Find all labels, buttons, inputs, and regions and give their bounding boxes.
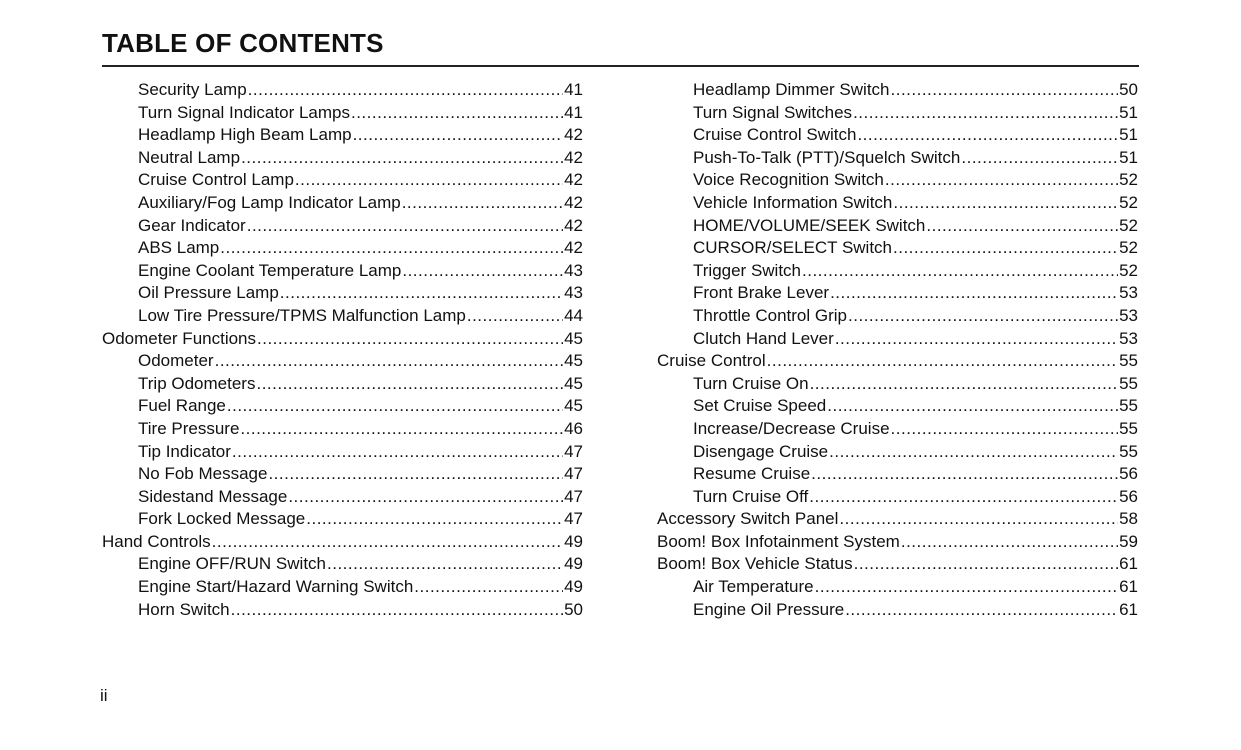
dot-leader bbox=[327, 553, 563, 576]
dot-leader bbox=[351, 102, 563, 125]
title-divider bbox=[102, 65, 1139, 67]
toc-subentry[interactable] bbox=[657, 373, 1138, 396]
toc-subentry[interactable] bbox=[657, 147, 1138, 170]
dot-leader bbox=[248, 79, 563, 102]
toc-entry-page: 61 bbox=[1119, 554, 1138, 574]
toc-subentry[interactable] bbox=[657, 441, 1138, 464]
toc-entry-label: Hand Controls bbox=[102, 531, 211, 551]
toc-entry-label: Turn Cruise On bbox=[693, 373, 809, 393]
toc-entry-page: 41 bbox=[564, 102, 583, 122]
toc-subentry[interactable] bbox=[102, 79, 583, 102]
toc-subentry[interactable] bbox=[657, 260, 1138, 283]
toc-entry-label: Accessory Switch Panel bbox=[657, 509, 839, 529]
toc-entry-label: Turn Signal Switches bbox=[693, 102, 853, 122]
toc-subentry[interactable] bbox=[102, 282, 583, 305]
toc-entry-label: ABS Lamp bbox=[138, 238, 220, 258]
dot-leader bbox=[853, 102, 1118, 125]
toc-subentry[interactable] bbox=[657, 576, 1138, 599]
dot-leader bbox=[835, 328, 1118, 351]
toc-entry-label: CURSOR/SELECT Switch bbox=[693, 238, 893, 258]
toc-entry-label: Auxiliary/Fog Lamp Indicator Lamp bbox=[138, 192, 401, 212]
toc-entry-page: 47 bbox=[564, 464, 583, 484]
toc-subentry[interactable] bbox=[657, 328, 1138, 351]
toc-entry-label: Resume Cruise bbox=[693, 464, 811, 484]
toc-subentry[interactable] bbox=[102, 169, 583, 192]
toc-entry-page: 53 bbox=[1119, 328, 1138, 348]
toc-entry-page: 52 bbox=[1119, 192, 1138, 212]
toc-entry-page: 51 bbox=[1119, 125, 1138, 145]
toc-entry-label: Fuel Range bbox=[138, 396, 226, 416]
dot-leader bbox=[280, 282, 563, 305]
toc-entry-page: 42 bbox=[564, 215, 583, 235]
toc-entry-label: Throttle Control Grip bbox=[693, 305, 847, 325]
toc-entry-label: Odometer Functions bbox=[102, 328, 257, 348]
toc-subentry[interactable] bbox=[657, 79, 1138, 102]
toc-entry-page: 56 bbox=[1119, 464, 1138, 484]
toc-subentry[interactable] bbox=[102, 237, 583, 260]
dot-leader bbox=[306, 508, 563, 531]
toc-entry-page: 45 bbox=[564, 328, 583, 348]
dot-leader bbox=[232, 441, 563, 464]
dot-leader bbox=[848, 305, 1118, 328]
toc-entry-page: 55 bbox=[1119, 418, 1138, 438]
page-number: ii bbox=[100, 686, 108, 705]
dot-leader bbox=[402, 192, 563, 215]
toc-entry-page: 58 bbox=[1119, 509, 1138, 529]
toc-entry-page: 49 bbox=[564, 577, 583, 597]
toc-entry-label: Disengage Cruise bbox=[693, 441, 829, 461]
toc-entry-label: Security Lamp bbox=[138, 80, 247, 99]
toc-entry-label: Engine OFF/RUN Switch bbox=[138, 554, 326, 574]
dot-leader bbox=[891, 418, 1119, 441]
toc-entry-label: Gear Indicator bbox=[138, 215, 246, 235]
toc-entry-page: 49 bbox=[564, 531, 583, 551]
toc-entry-page: 42 bbox=[564, 125, 583, 145]
toc-entry-label: Voice Recognition Switch bbox=[693, 170, 884, 190]
dot-leader bbox=[857, 124, 1118, 147]
toc-entry-page: 59 bbox=[1119, 531, 1138, 551]
toc-entry-label: HOME/VOLUME/SEEK Switch bbox=[693, 215, 926, 235]
toc-entry-page: 47 bbox=[564, 441, 583, 461]
toc-entry-page: 55 bbox=[1119, 396, 1138, 416]
toc-entry-page: 53 bbox=[1119, 283, 1138, 303]
dot-leader bbox=[402, 260, 563, 283]
dot-leader bbox=[810, 373, 1119, 396]
toc-subentry[interactable] bbox=[102, 553, 583, 576]
toc-entry-page: 55 bbox=[1119, 351, 1138, 371]
toc-subentry[interactable] bbox=[102, 576, 583, 599]
toc-entry-label: Air Temperature bbox=[693, 577, 814, 597]
toc-subentry[interactable] bbox=[657, 395, 1138, 418]
toc-section-entry[interactable] bbox=[657, 508, 1138, 531]
toc-subentry[interactable] bbox=[102, 441, 583, 464]
toc-entry-label: Tip Indicator bbox=[138, 441, 231, 461]
toc-entry-page: 41 bbox=[564, 80, 583, 99]
dot-leader bbox=[268, 463, 563, 486]
toc-entry-label: Headlamp High Beam Lamp bbox=[138, 125, 352, 145]
dot-leader bbox=[827, 395, 1118, 418]
toc-entry-label: Vehicle Information Switch bbox=[693, 192, 893, 212]
dot-leader bbox=[241, 147, 563, 170]
dot-leader bbox=[926, 215, 1118, 238]
dot-leader bbox=[901, 531, 1118, 554]
toc-subentry[interactable] bbox=[102, 350, 583, 373]
toc-entry-page: 42 bbox=[564, 238, 583, 258]
dot-leader bbox=[845, 599, 1118, 622]
toc-entry-label: Increase/Decrease Cruise bbox=[693, 418, 890, 438]
toc-subentry[interactable] bbox=[102, 147, 583, 170]
toc-subentry[interactable] bbox=[102, 463, 583, 486]
toc-entry-label: Clutch Hand Lever bbox=[693, 328, 834, 348]
toc-entry-label: Oil Pressure Lamp bbox=[138, 283, 279, 303]
toc-entry-label: Tire Pressure bbox=[138, 418, 240, 438]
toc-subentry[interactable] bbox=[102, 215, 583, 238]
toc-entry-page: 43 bbox=[564, 260, 583, 280]
toc-entry-label: Set Cruise Speed bbox=[693, 396, 827, 416]
toc-section-entry[interactable] bbox=[657, 553, 1138, 576]
dot-leader bbox=[854, 553, 1118, 576]
dot-leader bbox=[811, 463, 1118, 486]
toc-entry-page: 52 bbox=[1119, 170, 1138, 190]
toc-subentry[interactable] bbox=[657, 486, 1138, 509]
toc-subentry[interactable] bbox=[657, 237, 1138, 260]
toc-section-entry[interactable] bbox=[102, 531, 583, 554]
toc-entry-label: Engine Start/Hazard Warning Switch bbox=[138, 577, 414, 597]
toc-entry-page: 51 bbox=[1119, 102, 1138, 122]
page-title: TABLE OF CONTENTS bbox=[102, 28, 384, 58]
toc-section-entry[interactable] bbox=[657, 350, 1138, 373]
toc-subentry[interactable] bbox=[657, 305, 1138, 328]
toc-entry-page: 55 bbox=[1119, 441, 1138, 461]
toc-entry-label: Fork Locked Message bbox=[138, 509, 306, 529]
toc-entry-page: 61 bbox=[1119, 599, 1138, 619]
toc-entry-page: 52 bbox=[1119, 260, 1138, 280]
toc-entry-page: 61 bbox=[1119, 577, 1138, 597]
dot-leader bbox=[227, 395, 563, 418]
dot-leader bbox=[893, 237, 1118, 260]
toc-subentry[interactable] bbox=[657, 599, 1138, 622]
toc-subentry[interactable] bbox=[657, 169, 1138, 192]
dot-leader bbox=[247, 215, 563, 238]
toc-entry-label: Turn Cruise Off bbox=[693, 486, 809, 506]
toc-left-column bbox=[102, 79, 583, 621]
toc-subentry[interactable] bbox=[102, 260, 583, 283]
toc-entry-label: Low Tire Pressure/TPMS Malfunction Lamp bbox=[138, 305, 466, 325]
dot-leader bbox=[891, 79, 1119, 102]
toc-entry-label: Trip Odometers bbox=[138, 373, 256, 393]
dot-leader bbox=[467, 305, 563, 328]
toc-entry-page: 42 bbox=[564, 170, 583, 190]
toc-entry-label: Trigger Switch bbox=[693, 260, 802, 280]
toc-entry-label: Push-To-Talk (PTT)/Squelch Switch bbox=[693, 147, 961, 167]
dot-leader bbox=[240, 418, 563, 441]
dot-leader bbox=[295, 169, 563, 192]
toc-entry-page: 56 bbox=[1119, 486, 1138, 506]
dot-leader bbox=[215, 350, 563, 373]
toc-entry-page: 53 bbox=[1119, 305, 1138, 325]
toc-subentry[interactable] bbox=[657, 282, 1138, 305]
toc-subentry[interactable] bbox=[102, 508, 583, 531]
toc-entry-label: Front Brake Lever bbox=[693, 283, 830, 303]
dot-leader bbox=[220, 237, 563, 260]
toc-entry-label: No Fob Message bbox=[138, 464, 268, 484]
toc-entry-page: 47 bbox=[564, 486, 583, 506]
dot-leader bbox=[961, 147, 1118, 170]
dot-leader bbox=[802, 260, 1118, 283]
toc-subentry[interactable] bbox=[657, 102, 1138, 125]
toc-entry-page: 50 bbox=[1119, 80, 1138, 99]
dot-leader bbox=[231, 599, 563, 622]
toc-entry-page: 55 bbox=[1119, 373, 1138, 393]
toc-entry-label: Odometer bbox=[138, 351, 214, 371]
toc-subentry[interactable] bbox=[657, 463, 1138, 486]
toc-subentry[interactable] bbox=[102, 192, 583, 215]
toc-entry-label: Engine Coolant Temperature Lamp bbox=[138, 260, 402, 280]
toc-entry-page: 45 bbox=[564, 351, 583, 371]
dot-leader bbox=[839, 508, 1118, 531]
dot-leader bbox=[893, 192, 1118, 215]
dot-leader bbox=[809, 486, 1118, 509]
toc-entry-label: Cruise Control Lamp bbox=[138, 170, 294, 190]
dot-leader bbox=[829, 441, 1118, 464]
toc-entry-page: 44 bbox=[564, 305, 583, 325]
dot-leader bbox=[256, 373, 563, 396]
toc-entry-page: 46 bbox=[564, 418, 583, 438]
toc-entry-page: 42 bbox=[564, 192, 583, 212]
toc-right-column bbox=[657, 79, 1138, 621]
toc-entry-label: Neutral Lamp bbox=[138, 147, 241, 167]
toc-section-entry[interactable] bbox=[657, 531, 1138, 554]
toc-entry-page: 45 bbox=[564, 373, 583, 393]
toc-entry-label: Engine Oil Pressure bbox=[693, 599, 845, 619]
toc-subentry[interactable] bbox=[102, 599, 583, 622]
toc-subentry[interactable] bbox=[657, 192, 1138, 215]
toc-entry-page: 45 bbox=[564, 396, 583, 416]
toc-subentry[interactable] bbox=[657, 215, 1138, 238]
toc-entry-page: 49 bbox=[564, 554, 583, 574]
toc-subentry[interactable] bbox=[657, 418, 1138, 441]
dot-leader bbox=[212, 531, 563, 554]
toc-subentry[interactable] bbox=[102, 102, 583, 125]
toc-entry-page: 51 bbox=[1119, 147, 1138, 167]
toc-subentry[interactable] bbox=[102, 305, 583, 328]
dot-leader bbox=[767, 350, 1118, 373]
toc-entry-label: Boom! Box Vehicle Status bbox=[657, 554, 853, 574]
toc-entry-label: Turn Signal Indicator Lamps bbox=[138, 102, 350, 122]
toc-entry-page: 50 bbox=[564, 599, 583, 619]
toc-entry-page: 47 bbox=[564, 509, 583, 529]
toc-subentry[interactable] bbox=[102, 395, 583, 418]
toc-entry-label: Sidestand Message bbox=[138, 486, 288, 506]
toc-subentry[interactable] bbox=[102, 373, 583, 396]
toc-entry-page: 43 bbox=[564, 283, 583, 303]
toc-entry-page: 42 bbox=[564, 147, 583, 167]
dot-leader bbox=[815, 576, 1118, 599]
toc-entry-page: 52 bbox=[1119, 238, 1138, 258]
dot-leader bbox=[257, 328, 563, 351]
toc-subentry[interactable] bbox=[102, 124, 583, 147]
dot-leader bbox=[414, 576, 563, 599]
dot-leader bbox=[830, 282, 1118, 305]
toc-subentry[interactable] bbox=[657, 124, 1138, 147]
toc-subentry[interactable] bbox=[102, 418, 583, 441]
toc-entry-label: Headlamp Dimmer Switch bbox=[693, 80, 890, 99]
toc-subentry[interactable] bbox=[102, 486, 583, 509]
toc-entry-label: Horn Switch bbox=[138, 599, 230, 619]
toc-section-entry[interactable] bbox=[102, 328, 583, 351]
dot-leader bbox=[353, 124, 564, 147]
dot-leader bbox=[885, 169, 1118, 192]
toc-entry-label: Cruise Control Switch bbox=[693, 125, 857, 145]
toc-entry-label: Cruise Control bbox=[657, 351, 766, 371]
toc-entry-page: 52 bbox=[1119, 215, 1138, 235]
dot-leader bbox=[288, 486, 563, 509]
toc-entry-label: Boom! Box Infotainment System bbox=[657, 531, 900, 551]
